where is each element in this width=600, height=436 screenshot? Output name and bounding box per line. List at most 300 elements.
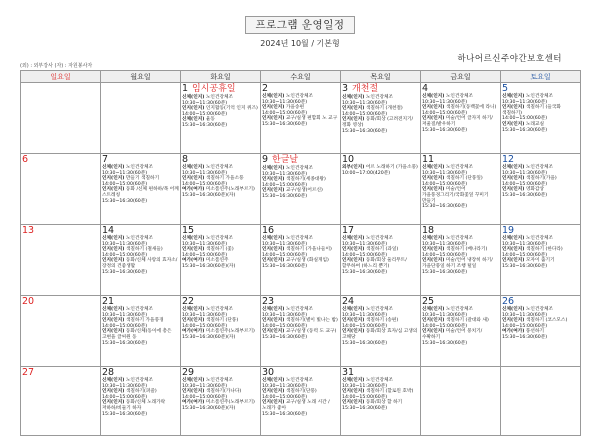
program-entry	[342, 389, 419, 400]
program-category: 인지(인지)	[262, 105, 285, 111]
program-category: 신체(인지)	[262, 94, 285, 99]
day-number	[102, 296, 179, 307]
program-title: 색칠하기 (단풍잎)	[445, 176, 483, 182]
program-title: 노인건강체조	[285, 378, 314, 383]
program-title: 노인건강체조	[365, 307, 394, 312]
program-entry	[422, 247, 499, 258]
program-category: 여가(여가)	[182, 258, 205, 264]
program-title: 어르 노래하기 (가을소풍)	[365, 165, 418, 170]
program-title: 영화감상	[525, 187, 545, 193]
program-time: 14:00~15:00(60분)	[502, 323, 548, 329]
program-title: 만들기 색칠하기	[125, 176, 160, 182]
program-title: 동화/신체 사랑의 효자소/장정의 건좋생활	[102, 258, 178, 269]
day-number	[102, 225, 179, 236]
program-time: 15:30~16:30(60분)	[342, 269, 388, 275]
day-number-text: 7	[102, 154, 109, 165]
program-category: 인지(인지)	[342, 389, 365, 395]
program-entry	[422, 307, 499, 318]
day-cell	[101, 367, 181, 436]
day-number-text: 15	[182, 225, 195, 236]
program-title: 동화/회상 둘리무트/할무하여 (하느리 뿐기)	[342, 258, 407, 269]
program-category: 신체(인지)	[342, 95, 365, 100]
page-subtitle: 2024년 10월 / 기본형	[260, 39, 340, 48]
program-time: 10:30~11:30(60분)	[502, 312, 548, 318]
program-category: 인지(인지)	[422, 176, 445, 182]
program-category: 인지(인지)	[182, 318, 205, 324]
program-entry	[262, 116, 339, 127]
program-title: 색칠하기(가을)	[525, 176, 557, 182]
program-time: 15:30~16:30(60분)	[422, 204, 468, 210]
program-time: 10:30~11:30(60분)	[342, 383, 388, 389]
program-time: 10:30~11:30(60분)	[502, 241, 548, 247]
program-entry	[182, 400, 259, 411]
program-category: 여가(여가)	[182, 187, 205, 193]
day-number-text: 27	[22, 367, 35, 378]
program-title: 동화/회상 효자/심 고생의 고해당	[342, 329, 418, 340]
week-row	[21, 367, 581, 436]
day-cell	[501, 225, 581, 296]
day-number-text: 14	[102, 225, 115, 236]
week-row	[21, 83, 581, 154]
day-number-text: 26	[502, 296, 515, 307]
day-number-text: 31	[342, 367, 355, 378]
program-entry	[342, 106, 419, 117]
program-time: 15:30~16:30(60분)	[502, 334, 548, 340]
day-number-text: 29	[182, 367, 195, 378]
day-cell	[421, 296, 501, 367]
program-time: 14:00~15:00(60분)	[182, 252, 228, 258]
day-number-text: 9	[262, 154, 269, 165]
program-title: 노인건강체조	[285, 236, 314, 241]
program-entry	[262, 94, 339, 105]
program-title: 색칠하기(별이 빛나는 밤)	[285, 318, 338, 324]
program-time: 14:00~15:00(60분)	[262, 182, 308, 188]
program-title: 색칠하기(퍼즐)	[125, 389, 157, 395]
program-time: 15:30~16:30(60분)	[102, 269, 148, 275]
program-title: 색칠하기 (꽃)	[205, 247, 234, 253]
program-category: 신체(인지)	[102, 378, 125, 383]
program-title: 색칠하기 (과일)	[365, 247, 399, 253]
program-title: 노인건강체조	[125, 165, 154, 170]
program-category: 신체(인지)	[502, 307, 525, 312]
program-category: 인지(인지)	[102, 258, 125, 264]
program-entry	[262, 258, 339, 269]
program-title: 색칠하기(단풍)	[285, 389, 317, 395]
program-entry	[182, 236, 259, 247]
program-category: 인지(인지)	[262, 400, 285, 406]
program-category: 인지(인지)	[342, 329, 365, 335]
day-number	[422, 225, 499, 236]
program-time: 14:00~15:00(60분)	[422, 110, 468, 116]
program-entry	[102, 236, 179, 247]
day-number-text: 3	[342, 83, 349, 94]
program-title: 교구/실생 (동력 도 교구)	[285, 329, 337, 335]
program-entry	[422, 236, 499, 247]
day-cell	[101, 154, 181, 225]
program-entry	[262, 236, 339, 247]
day-cell	[261, 83, 341, 154]
program-entry	[262, 378, 339, 389]
program-category: 인지(인지)	[262, 389, 285, 395]
weekday-header: 금요일	[421, 71, 501, 83]
program-title: 노인건강체조	[445, 94, 474, 99]
program-category: 인지(인지)	[502, 258, 525, 264]
program-time: 15:30~16:30(60분)(자)	[182, 192, 236, 198]
program-category: 여가(여가)	[182, 329, 205, 335]
weekday-header: 월요일	[101, 71, 181, 83]
program-time: 14:00~15:00(60분)	[422, 181, 468, 187]
program-category: 인지(인지)	[262, 177, 285, 183]
day-number	[182, 367, 259, 378]
program-category: 신체(인지)	[422, 94, 445, 99]
program-category: 인지(인지)	[342, 117, 365, 123]
day-number-text: 16	[262, 225, 275, 236]
program-time: 14:00~15:00(60분)	[262, 394, 308, 400]
program-time: 15:30~16:30(60분)	[342, 128, 388, 134]
program-entry	[422, 116, 499, 133]
day-cell	[21, 225, 101, 296]
day-number-text: 30	[262, 367, 275, 378]
day-cell	[21, 367, 101, 436]
program-category: 인지(인지)	[422, 187, 445, 193]
program-category: 인지(인지)	[262, 329, 285, 335]
program-title: 노인건강체조	[285, 166, 314, 171]
program-title: 동화/회상 할 하기	[365, 400, 403, 406]
program-entry	[342, 247, 419, 258]
program-category: 신체(인지)	[422, 236, 445, 241]
program-title: 노인건강체조	[365, 378, 394, 383]
program-category: 여가(여가)	[502, 329, 525, 335]
day-number	[182, 296, 259, 307]
program-time: 14:00~15:00(60분)	[182, 111, 228, 117]
program-time: 15:30~16:30(60분)	[262, 193, 308, 199]
day-cell	[501, 367, 581, 436]
day-cell	[341, 296, 421, 367]
program-category: 인지(인지)	[422, 247, 445, 253]
program-time: 15:30~16:30(60분)	[342, 405, 388, 411]
program-time: 10:30~11:30(60분)	[262, 312, 308, 318]
program-entry	[182, 258, 259, 269]
program-title: 노인건강체조	[285, 307, 314, 312]
program-entry	[182, 176, 259, 187]
program-time: 10:30~11:30(60분)	[102, 312, 148, 318]
program-entry	[422, 187, 499, 209]
day-number	[422, 296, 499, 307]
day-number-text: 5	[502, 83, 509, 94]
day-number-text: 24	[342, 296, 355, 307]
program-category: 신체(인지)	[422, 307, 445, 312]
day-cell	[341, 83, 421, 154]
program-entry	[262, 177, 339, 188]
program-title: 노인건강체조	[525, 236, 554, 241]
program-time: 10:30~11:30(60분)	[102, 170, 148, 176]
program-entry	[342, 117, 419, 134]
program-category: 신체(인지)	[182, 95, 205, 100]
day-number-text: 4	[422, 83, 429, 94]
program-entry	[262, 188, 339, 199]
program-title: 색칠하기(세종대왕)	[285, 177, 326, 183]
day-number	[342, 154, 419, 165]
program-category: 신체(인지)	[342, 236, 365, 241]
program-category: 인지(인지)	[422, 258, 445, 264]
program-entry	[182, 378, 259, 389]
program-time: 15:30~16:30(60분)	[502, 192, 548, 198]
day-cell	[341, 154, 421, 225]
program-entry	[422, 258, 499, 275]
program-time: 10:30~11:30(60분)	[182, 100, 228, 106]
program-entry	[502, 318, 579, 329]
program-entry	[102, 187, 179, 204]
program-entry	[342, 400, 419, 411]
holiday-label: 임시공휴일	[192, 84, 236, 94]
program-time: 15:30~16:30(60분)	[422, 269, 468, 275]
program-category: 인지(인지)	[422, 329, 445, 335]
program-time: 14:00~15:00(60분)	[102, 394, 148, 400]
day-number	[262, 83, 339, 94]
program-time: 14:00~15:00(60분)	[102, 252, 148, 258]
program-entry	[262, 318, 339, 329]
program-entry	[342, 307, 419, 318]
program-entry	[182, 389, 259, 400]
program-category: 신체(인지)	[262, 307, 285, 312]
program-entry	[342, 318, 419, 329]
program-title: 인지활동(기억 인지 퀴즈)	[205, 106, 258, 112]
program-title: 모자이 출기기	[525, 258, 555, 264]
day-number	[182, 154, 259, 165]
day-number	[22, 367, 99, 378]
program-entry	[502, 94, 579, 105]
program-time: 10:30~11:30(60분)	[422, 241, 468, 247]
program-title: 풍선하기	[525, 329, 545, 335]
program-category: 인지(인지)	[102, 389, 125, 395]
program-title: 교구/실생 편합회 노 교구	[285, 116, 338, 122]
program-title: 미술/언어 냉장히 하기/가을단풍일 하기 조행 털일	[422, 258, 493, 269]
day-cell	[181, 296, 261, 367]
day-cell	[501, 154, 581, 225]
program-title: 색칠하기 가을풍경	[125, 318, 164, 324]
program-time: 15:30~16:30(60분)(자)	[182, 334, 236, 340]
program-time: 10:30~11:30(60분)	[262, 241, 308, 247]
week-row	[21, 225, 581, 296]
program-category: 신체(인지)	[182, 236, 205, 241]
program-time: 14:00~15:00(60분)	[422, 323, 468, 329]
week-row	[21, 154, 581, 225]
program-entry	[502, 122, 579, 133]
program-category: 신체(인지)	[422, 165, 445, 170]
program-category: 인지(인지)	[102, 176, 125, 182]
program-time: 10:30~11:30(60분)	[502, 99, 548, 105]
program-time: 10:30~11:30(60분)	[262, 383, 308, 389]
program-time: 10:30~11:30(60분)	[342, 100, 388, 106]
program-category: 인지(인지)	[262, 247, 285, 253]
program-time: 10:30~11:30(60분)	[422, 99, 468, 105]
program-title: 동화 /신체 편하하/목 어께 스트레칭	[102, 187, 179, 198]
day-number-text: 17	[342, 225, 355, 236]
program-time: 14:00~15:00(60분)	[182, 394, 228, 400]
program-category: 신체(인지)	[102, 307, 125, 312]
day-cell	[421, 83, 501, 154]
program-time: 14:00~15:00(60분)	[502, 252, 548, 258]
program-entry	[262, 307, 339, 318]
day-number	[422, 154, 499, 165]
program-time: 10:30~11:30(60분)	[502, 170, 548, 176]
weekday-header: 일요일	[21, 71, 101, 83]
program-title: 색칠하기 (들국화 색칠하기)	[502, 105, 561, 116]
program-time: 14:00~15:00(60분)	[342, 111, 388, 117]
program-entry	[422, 94, 499, 105]
day-cell	[181, 225, 261, 296]
program-entry	[102, 378, 179, 389]
program-title: 색칠하기 (코스모스)	[525, 318, 568, 324]
program-entry	[262, 105, 339, 116]
program-category: 인지(인지)	[182, 389, 205, 395]
program-category: 신체(인지)	[182, 117, 205, 123]
program-entry	[502, 165, 579, 176]
program-title: 색칠하기 (한다라)	[525, 247, 563, 253]
program-category: 인지(인지)	[502, 247, 525, 253]
program-entry	[182, 318, 259, 329]
program-category: 여가(여가)	[182, 400, 205, 406]
program-time: 14:00~15:00(60분)	[102, 323, 148, 329]
program-time: 14:00~15:00(60분)	[422, 252, 468, 258]
program-category: 인지(인지)	[102, 318, 125, 324]
program-category: 인지(인지)	[422, 116, 445, 122]
day-number	[262, 296, 339, 307]
program-entry	[262, 247, 339, 258]
day-number-text: 23	[262, 296, 275, 307]
day-number-text: 10	[342, 154, 355, 165]
program-title: 노래교실	[525, 121, 545, 127]
program-entry	[102, 329, 179, 346]
program-title: 교구/실생 (화실게임)	[285, 258, 329, 264]
day-number	[262, 154, 339, 166]
day-cell	[261, 225, 341, 296]
program-entry	[262, 166, 339, 177]
program-title: 노인건강체조	[525, 165, 554, 170]
program-title: 율동	[205, 117, 215, 123]
program-category: 인지(인지)	[182, 176, 205, 182]
program-entry	[342, 165, 419, 176]
program-title: 노인건강체조	[125, 307, 154, 312]
program-title: 색칠하기 (할로윈 호박)	[365, 389, 414, 395]
day-number	[422, 83, 499, 94]
calendar-table	[20, 70, 581, 436]
program-category: 신체(인지)	[102, 165, 125, 170]
program-title: 노인건강체조	[205, 165, 234, 170]
program-time: 10:30~11:30(60분)	[262, 99, 308, 105]
program-entry	[502, 236, 579, 247]
day-number-text: 22	[182, 296, 195, 307]
day-number	[102, 154, 179, 165]
day-cell	[421, 367, 501, 436]
program-entry	[422, 329, 499, 346]
program-time: 10:30~11:30(60분)	[102, 241, 148, 247]
program-category: 인지(인지)	[102, 247, 125, 253]
program-entry	[502, 187, 579, 198]
program-time: 14:00~15:00(60분)	[182, 323, 228, 329]
program-title: 노인건강체조	[365, 95, 394, 100]
day-number	[342, 225, 419, 236]
program-entry	[342, 236, 419, 247]
program-time: 14:00~15:00(60분)	[182, 181, 228, 187]
day-number-text: 2	[262, 83, 269, 94]
day-number-text: 18	[422, 225, 435, 236]
program-time: 15:30~16:30(60분)	[102, 411, 148, 417]
program-time: 14:00~15:00(60분)	[262, 323, 308, 329]
program-time: 10:30~11:30(60분)	[342, 241, 388, 247]
program-category: 신체(인지)	[262, 236, 285, 241]
program-category: 인지(인지)	[342, 247, 365, 253]
day-number	[502, 296, 579, 307]
program-time: 10:30~11:30(60분)	[102, 383, 148, 389]
program-category: 인지(인지)	[182, 106, 205, 112]
program-title: 색칠하기 (배나라기)	[445, 247, 488, 253]
program-title: 노인건강체조	[365, 236, 394, 241]
program-entry	[502, 105, 579, 122]
weekday-header-row	[21, 71, 581, 83]
program-entry	[502, 329, 579, 340]
program-entry	[342, 378, 419, 389]
program-time: 10:30~11:30(60분)	[422, 312, 468, 318]
program-entry	[102, 176, 179, 187]
program-category: 인지(인지)	[102, 187, 125, 193]
program-entry	[182, 117, 259, 128]
day-number-text: 11	[422, 154, 435, 165]
day-number	[342, 296, 419, 307]
program-entry	[182, 95, 259, 106]
program-title: 노인건강체조	[205, 378, 234, 383]
program-entry	[422, 105, 499, 116]
program-entry	[182, 165, 259, 176]
program-time: 10:30~11:30(60분)	[422, 170, 468, 176]
program-entry	[102, 258, 179, 275]
program-category: 인지(인지)	[502, 176, 525, 182]
program-entry	[422, 318, 499, 329]
program-time: 10:30~11:30(60분)	[182, 312, 228, 318]
day-cell	[181, 83, 261, 154]
program-entry	[422, 165, 499, 176]
weekday-header: 수요일	[261, 71, 341, 83]
program-title: 노인건강체조	[445, 307, 474, 312]
day-cell	[21, 296, 101, 367]
program-title: 미소폼연주	[205, 258, 229, 264]
program-title: 동화/신체(동이에 총은 고현을 글씨원 동	[102, 329, 172, 340]
program-entry	[182, 247, 259, 258]
program-category: 인지(인지)	[342, 318, 365, 324]
program-time: 10:30~11:30(60분)	[182, 170, 228, 176]
program-time: 15:30~16:30(60분)	[422, 127, 468, 133]
program-title: 노인건강체조	[285, 94, 314, 99]
program-entry	[182, 307, 259, 318]
program-time: 10:30~11:30(60분)	[342, 312, 388, 318]
program-time: 14:00~15:00(60분)	[262, 252, 308, 258]
program-category: 인지(인지)	[502, 121, 525, 127]
program-category: 신체(인지)	[502, 94, 525, 99]
day-number-text: 6	[22, 154, 29, 165]
program-entry	[422, 176, 499, 187]
program-title: 색칠하기 (개천절)	[365, 106, 403, 112]
day-cell	[341, 225, 421, 296]
program-entry	[182, 187, 259, 198]
program-category: 인지(인지)	[502, 187, 525, 193]
day-cell	[21, 154, 101, 225]
program-entry	[182, 329, 259, 340]
weekday-header: 목요일	[341, 71, 421, 83]
program-time: 15:30~16:30(60분)	[262, 411, 308, 417]
program-title: 동화/신체 노래가락 저하하/비둘기 하자	[102, 400, 166, 411]
program-title: 색칠하기(동백꽃에 라니)	[445, 105, 497, 111]
program-time: 15:30~16:30(60분)	[502, 127, 548, 133]
